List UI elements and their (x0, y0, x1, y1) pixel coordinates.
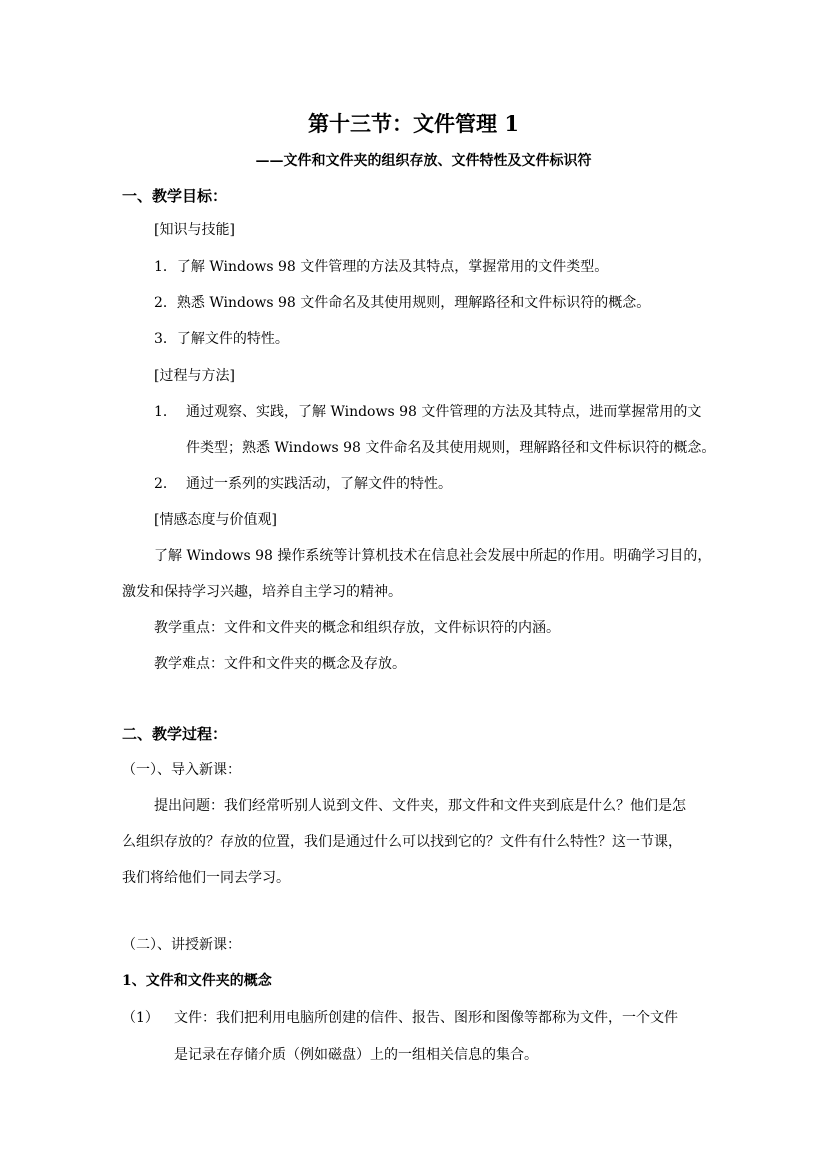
knowledge-item-3: 3．了解文件的特性。 (154, 331, 289, 347)
process-item-2-line1: 通过一系列的实践活动，了解文件的特性。 (186, 476, 452, 492)
process-item-1-num: 1． (154, 404, 177, 420)
process-item-1-line1: 通过观察、实践，了解 Windows 98 文件管理的方法及其特点，进而掌握常用的文 (186, 404, 702, 420)
intro-line-3: 我们将给他们一同去学习。 (122, 870, 290, 886)
knowledge-heading: [知识与技能] (154, 222, 235, 238)
process-item-1-line2: 件类型；熟悉 Windows 98 文件命名及其使用规则，理解路径和文件标识符的概念。 (186, 440, 716, 456)
teach-heading: （二）、讲授新课： (122, 937, 241, 953)
intro-heading: （一）、导入新课： (122, 762, 241, 778)
section2-heading: 二、教学过程： (122, 725, 228, 743)
process-item-2-num: 2． (154, 476, 177, 492)
concept-heading: 1、文件和文件夹的概念 (122, 973, 272, 989)
process-heading: [过程与方法] (154, 368, 235, 384)
item1-line-2: 是记录在存储介质（例如磁盘）上的一组相关信息的集合。 (174, 1047, 538, 1063)
key-point: 教学重点：文件和文件夹的概念和组织存放，文件标识符的内涵。 (154, 620, 560, 636)
item1-line-1: 文件：我们把利用电脑所创建的信件、报告、图形和图像等都称为文件，一个文件 (174, 1010, 678, 1026)
intro-line-1: 提出问题：我们经常听别人说到文件、文件夹，那文件和文件夹到底是什么？他们是怎 (154, 798, 686, 814)
knowledge-item-2: 2．熟悉 Windows 98 文件命名及其使用规则，理解路径和文件标识符的概念。 (154, 295, 651, 311)
item1-num: （1） (122, 1010, 159, 1026)
emotion-heading: [情感态度与价值观] (154, 512, 277, 528)
emotion-line-1: 了解 Windows 98 操作系统等计算机技术在信息社会发展中所起的作用。明确学习目的， (154, 548, 712, 564)
page-title: 第十三节：文件管理 1 (308, 111, 519, 136)
difficult-point: 教学难点：文件和文件夹的概念及存放。 (154, 656, 406, 672)
section1-heading: 一、教学目标： (122, 187, 228, 205)
knowledge-item-1: 1．了解 Windows 98 文件管理的方法及其特点，掌握常用的文件类型。 (154, 259, 609, 275)
page-subtitle: ——文件和文件夹的组织存放、文件特性及文件标识符 (255, 153, 592, 169)
intro-line-2: 么组织存放的？存放的位置，我们是通过什么可以找到它的？文件有什么特性？这一节课， (122, 834, 682, 850)
emotion-line-2: 激发和保持学习兴趣，培养自主学习的精神。 (122, 584, 402, 600)
